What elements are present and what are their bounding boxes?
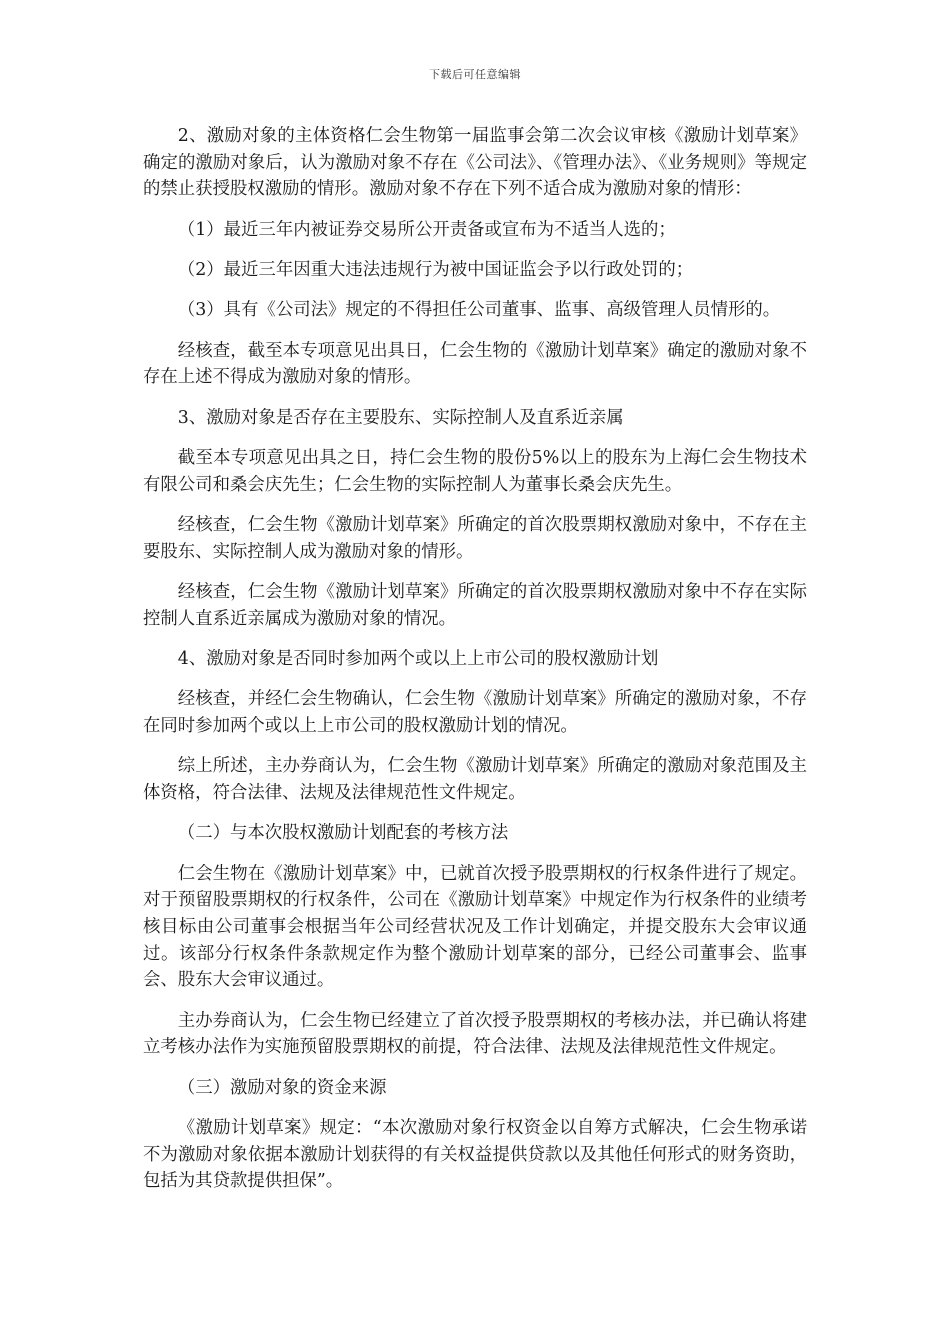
- paragraph-shareholders: 截至本专项意见出具之日，持仁会生物的股份5%以上的股东为上海仁会生物技术有限公司和桑会庆先生；仁会生物的实际控制人为董事长桑会庆先生。: [143, 448, 807, 495]
- paragraph-item-2: （2）最近三年因重大违法违规行为被中国证监会予以行政处罚的；: [177, 259, 694, 280]
- document-body: [143, 123, 807, 1209]
- section-heading-4: 4、激励对象是否同时参加两个或以上上市公司的股权激励计划: [177, 649, 659, 670]
- paragraph-eligibility: 2、激励对象的主体资格仁会生物第一届监事会第二次会议审核《激励计划草案》确定的激励对象后，认为激励对象不存在《公司法》、《管理办法》、《业务规则》等规定的禁止获授股权激励的情形。激励对象不存在下列不适合成为激励对象的情形：: [143, 126, 807, 200]
- paragraph-sponsor-opinion: 主办券商认为，仁会生物已经建立了首次授予股票期权的考核办法，并已确认将建立考核办法作为实施预留股票期权的前提，符合法律、法规及法律规范性文件规定。: [143, 1010, 807, 1058]
- paragraph-funding: 《激励计划草案》规定：“本次激励对象行权资金以自筹方式解决，仁会生物承诺不为激励对象依据本激励计划获得的有关权益提供贷款以及其他任何形式的财务资助，包括为其贷款提供担保”。: [143, 1117, 807, 1192]
- section-heading-two: （二）与本次股权激励计划配套的考核方法: [177, 823, 509, 844]
- paragraph-verification-4: 经核查，并经仁会生物确认，仁会生物《激励计划草案》所确定的激励对象，不存在同时参加两个或以上上市公司的股权激励计划的情况。: [143, 689, 807, 737]
- paragraph-verification-2: 经核查，仁会生物《激励计划草案》所确定的首次股票期权激励对象中，不存在主要股东、实际控制人成为激励对象的情形。: [143, 515, 807, 562]
- section-heading-3: 3、激励对象是否存在主要股东、实际控制人及直系近亲属: [177, 407, 624, 428]
- paragraph-summary: 综上所述，主办券商认为，仁会生物《激励计划草案》所确定的激励对象范围及主体资格，符合法律、法规及法律规范性文件规定。: [143, 756, 807, 804]
- paragraph-assessment: 仁会生物在《激励计划草案》中，已就首次授予股票期权的行权条件进行了规定。对于预留股票期权的行权条件，公司在《激励计划草案》中规定作为行权条件的业绩考核目标由公司董事会根据当年公司经营状况及工作计划确定，并提交股东大会审议通过。该部分行权条件条款规定作为整个激励计划草案的部分，已经公司董事会、监事会、股东大会审议通过。: [143, 863, 807, 991]
- paragraph-verification-3: 经核查，仁会生物《激励计划草案》所确定的首次股票期权激励对象中不存在实际控制人直系近亲属成为激励对象的情况。: [143, 582, 807, 629]
- paragraph-item-1: （1）最近三年内被证券交易所公开责备或宣布为不适当人选的；: [177, 219, 676, 240]
- section-heading-three: （三）激励对象的资金来源: [177, 1077, 387, 1098]
- paragraph-verification-1: 经核查，截至本专项意见出具日，仁会生物的《激励计划草案》确定的激励对象不存在上述不得成为激励对象的情形。: [143, 340, 807, 388]
- paragraph-item-3: （3）具有《公司法》规定的不得担任公司董事、监事、高级管理人员情形的。: [177, 300, 781, 321]
- page-header: 下载后可任意编辑: [429, 68, 521, 81]
